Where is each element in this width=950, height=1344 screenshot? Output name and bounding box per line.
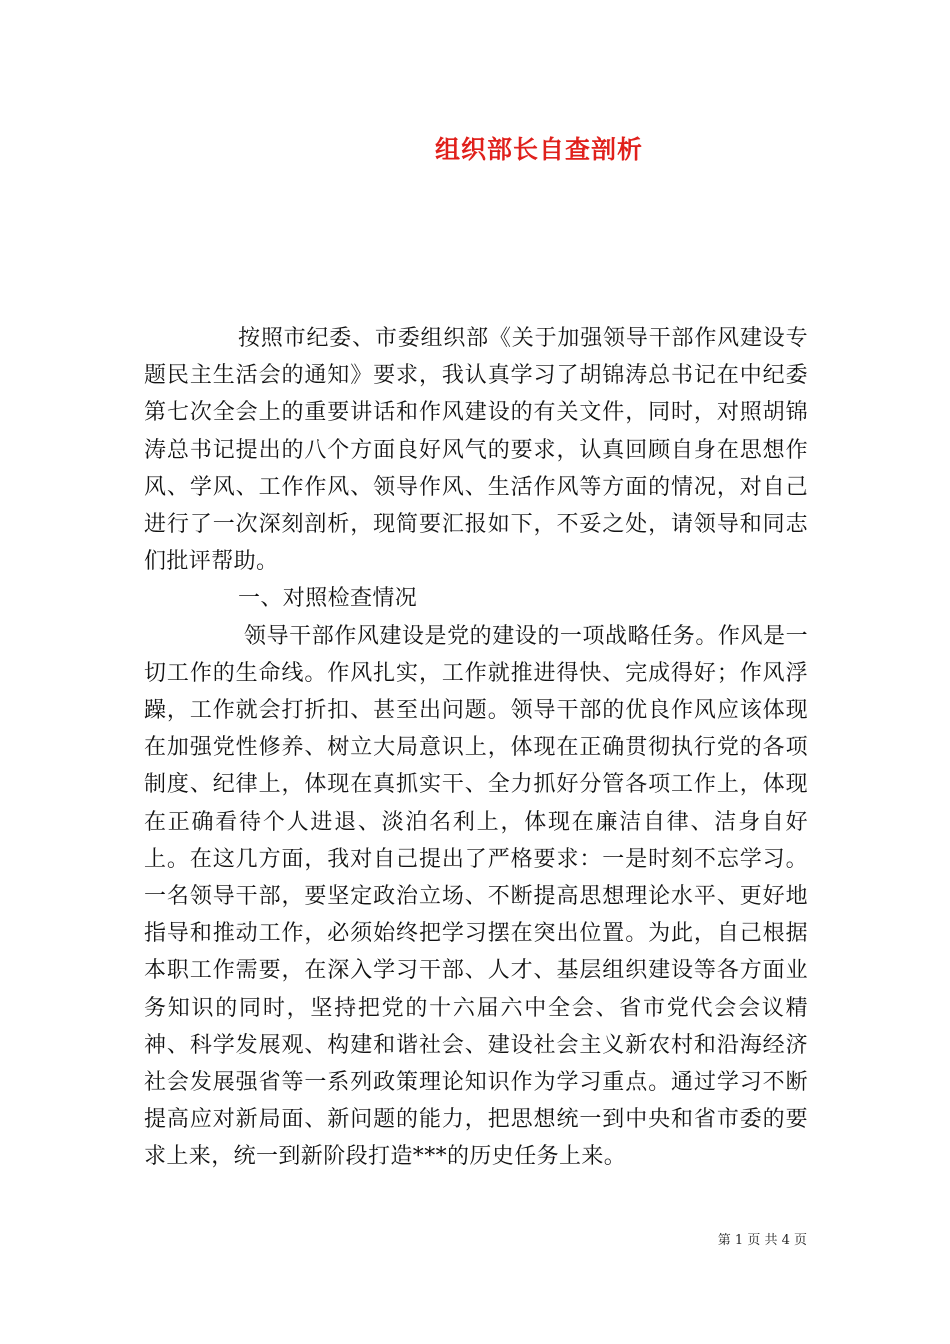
document-body — [144, 320, 808, 1176]
body-paragraph: 领导干部作风建设是党的建设的一项战略任务。作风是一切工作的生命线。作风扎实，工作就推进得快、完成得好；作风浮躁，工作就会打折扣、甚至出问题。领导干部的优良作风应该体现在加强党性修养、树立大局意识上，体现在正确贯彻执行党的各项制度、纪律上，体现在真抓实干、全力抓好分管各项工作上，体现在正确看待个人进退、淡泊名利上，体现在廉洁自律、洁身自好上。在这几方面，我对自己提出了严格要求：一是时刻不忘学习。一名领导干部，要坚定政治立场、不断提高思想理论水平、更好地指导和推动工作，必须始终把学习摆在突出位置。为此，自己根据本职工作需要，在深入学习干部、人才、基层组织建设等各方面业务知识的同时，坚持把党的十六届六中全会、省市党代会会议精神、科学发展观、构建和谐社会、建设社会主义新农村和沿海经济社会发展强省等一系列政策理论知识作为学习重点。通过学习不断提高应对新局面、新问题的能力，把思想统一到中央和省市委的要求上来，统一到新阶段打造***的历史任务上来。 — [144, 623, 808, 1170]
document-title: 组织部长自查剖析 — [434, 135, 643, 164]
section-heading: 一、对照检查情况 — [238, 586, 418, 612]
page-number-footer: 第 1 页 共 4 页 — [717, 1233, 807, 1248]
intro-paragraph: 按照市纪委、市委组织部《关于加强领导干部作风建设专题民主生活会的通知》要求，我认真学习了胡锦涛总书记在中纪委第七次全会上的重要讲话和作风建设的有关文件，同时，对照胡锦涛总书记提出的八个方面良好风气的要求，认真回顾自身在思想作风、学风、工作作风、领导作风、生活作风等方面的情况，对自己进行了一次深刻剖析，现简要汇报如下，不妥之处，请领导和同志们批评帮助。 — [144, 326, 808, 575]
